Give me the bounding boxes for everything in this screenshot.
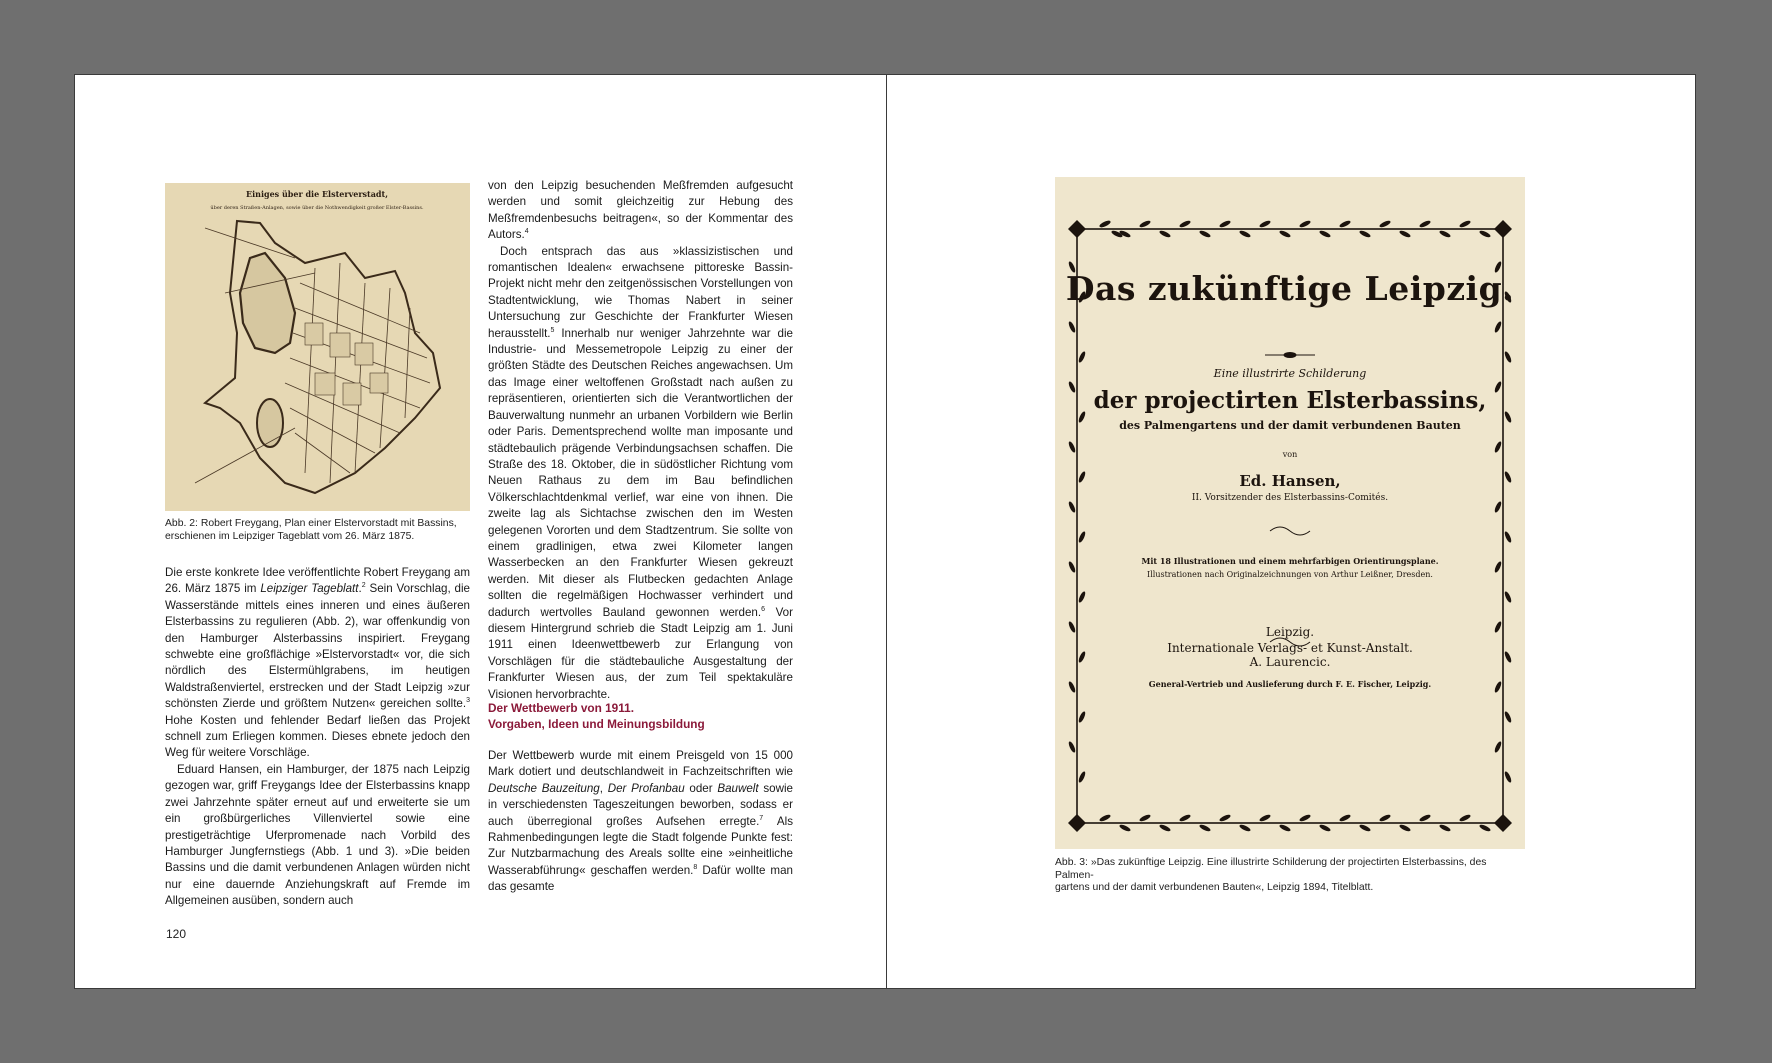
title-subtitle-1: Eine illustrirte Schilderung xyxy=(1213,367,1367,380)
left-page xyxy=(75,75,886,988)
text-run: oder xyxy=(684,781,718,795)
text-column-2 xyxy=(488,178,793,703)
footnote-marker: 8 xyxy=(693,863,698,871)
section-heading xyxy=(488,700,793,733)
map-header-line2: über deren Straßen-Anlagen, sowie über die Nothwendigkeit großer Elster-Bassins. xyxy=(210,205,424,211)
title-von: von xyxy=(1282,450,1298,459)
footnote-marker: 2 xyxy=(361,582,366,590)
text-run: Die erste konkrete Idee veröffentlichte Robert Freygang am 26. März 1875 im xyxy=(165,566,470,596)
footnote-marker: 7 xyxy=(759,814,764,822)
text-run: von den Leipzig besuchenden Meßfremden aufgesucht werden und somit gleichzeitig zur Hebung des Meßfremdenbesuchs beitragen«, so der Kommentar des Autors. xyxy=(488,179,793,242)
page-number: 120 xyxy=(166,927,187,941)
text-run: Dafür wollte man das gesamte xyxy=(488,863,793,894)
italic-title: Deutsche Bauzeitung xyxy=(488,781,600,795)
paragraph xyxy=(488,748,793,896)
figure-2-caption xyxy=(165,518,485,543)
text-run: sowie in verschiedensten Tageszeitungen beworben, sodass er auch überregional großes Aufsehen erregte. xyxy=(488,781,793,828)
title-author: Ed. Hansen, xyxy=(1239,472,1341,490)
title-illustrations-line1: Mit 18 Illustrationen und einem mehrfarbigen Orientirungsplane. xyxy=(1141,556,1439,566)
title-subtitle-2: der projectirten Elsterbassins, xyxy=(1093,387,1487,414)
italic-title: Bauwelt xyxy=(717,781,759,795)
title-distribution: General-Vertrieb und Auslieferung durch F. E. Fischer, Leipzig. xyxy=(1148,679,1432,689)
footnote-marker: 4 xyxy=(524,228,529,236)
footnote-marker: 5 xyxy=(550,326,555,334)
footnote-marker: 6 xyxy=(761,605,765,613)
title-publisher-1: Internationale Verlags- et Kunst-Anstalt. xyxy=(1167,641,1413,655)
title-author-role: II. Vorsitzender des Elsterbassins-Comités. xyxy=(1191,493,1389,503)
footnote-marker: 3 xyxy=(466,697,470,705)
book-spread xyxy=(74,74,1696,989)
text-run: , xyxy=(599,781,608,795)
map-header-line1: Einiges über die Elsterverstadt, xyxy=(245,189,389,199)
paragraph xyxy=(488,178,793,244)
text-run: Vor diesem Hintergrund schrieb die Stadt Leipzig am 1. Juni 1911 einen Ideenwettbewerb zur Erlangung von Vorschlägen für die städtebauliche Ausgestaltung der Frankfurter Wiesen aus, der zum Teil spektakuläre Visionen hervorbrachte. xyxy=(488,605,793,701)
paragraph: Die erste konkrete Idee veröffentlichte Robert Freygang am 26. März 1875 im Leipziger Tageblatt.$^2$ Sein Vorschlag, die Wasserstände mittels eines inneren und eines äußeren Elsterbassins zu regulieren (Abb. 2), war offenkundig von den Hamburger Alsterbassins inspiriert. Freygang schwebte eine großflächige »Elstervorstadt« vor, die sich nördlich des Elstermühlgrabens, im heutigen Waldstraßenviertel, erstrecken und der Stadt Leipzig »zur schönsten Zierde und größtem Nutzen« gereichen sollte.$^3$ Hohe Kosten und fehlender Bedarf ließen das Projekt schnell zum Erliegen kommen. Dieses ebnete jedoch den Weg für weitere Vorschläge. xyxy=(165,566,471,760)
italic-title: Der Profanbau xyxy=(607,781,685,795)
text-run: Sein Vorschlag, die Wasserstände mittels eines inneren und eines äußeren Elsterbassins zu regulieren (Abb. 2), war offenkundig von den Hamburger Alsterbassins inspiriert. Freygang schwebte eine großflächige »Elstervorstadt« vor, die sich nördlich des Elstermühlgrabens, im heutigen Waldstraßenviertel, erstrecken und der Stadt Leipzig »zur schönsten Zierde und größtem Nutzen« gereichen sollte. xyxy=(165,582,471,711)
figure-2-caption-line1: Abb. 2: Robert Freygang, Plan einer Elstervorstadt mit Bassins, xyxy=(165,518,457,529)
figure-3-caption xyxy=(1055,857,1525,895)
right-page xyxy=(887,75,1697,988)
text-run: Als Rahmenbedingungen legte die Stadt folgende Punkte fest: Zur Nutzbarmachung des Areals sollte eine »einheitliche Wasserabführung« geschaffen werden. xyxy=(488,814,793,877)
paragraph xyxy=(488,244,793,703)
figure-title-page xyxy=(1055,177,1525,849)
text-run: Der Wettbewerb wurde mit einem Preisgeld von 15 000 Mark dotiert und deutschlandweit in Fachzeitschriften wie xyxy=(488,749,793,779)
section-heading-line1: Der Wettbewerb von 1911. xyxy=(488,701,634,715)
map-illustration xyxy=(165,183,470,511)
title-illustrations-line2: Illustrationen nach Originalzeichnungen von Arthur Leißner, Dresden. xyxy=(1147,570,1433,579)
text-column-2-lower xyxy=(488,748,793,896)
section-heading-line2: Vorgaben, Ideen und Meinungsbildung xyxy=(488,717,705,732)
figure-3-caption-line2: gartens und der damit verbundenen Bauten«, Leipzig 1894, Titelblatt. xyxy=(1055,882,1374,893)
italic-title: Leipziger Tageblatt xyxy=(260,582,359,596)
text-run: Innerhalb nur weniger Jahrzehnte war die Industrie- und Messemetropole Leipzig zu einer der größten Städte des Deutschen Reiches angewachsen. Um das Image einer weltoffenen Großstadt nach außen zu repräsentieren, orientierten sich die Verantwortlichen der Bauverwaltung nunmehr an urbanen Vorbildern wie Berlin oder Paris. Dementsprechend wollte man imposante und städtebaulich prägende Verbindungsachsen schaffen. Die Straße des 18. Oktober, die in südöstlicher Richtung vom Neuen Rathaus zu dem im Bau befindlichen Völkerschlachtdenkmal verlief, war eine von ihnen. Die zweite lag als Sichtachse zwischen den im Westen gelegenen Vororten und dem Stadtzentrum. Sie sollte von einem gradlinigen, etwa zwei Kilometer langen Wasserbecken an den Frankfurter Wiesen gekreuzt werden. Mit dieser als Flutbecken gedachten Anlage sollten die regelmäßigen Hochwasser verhindert und dadurch wertvolles Bauland gewonnen werden. xyxy=(488,326,793,619)
figure-3-caption-line1: Abb. 3: »Das zukünftige Leipzig. Eine illustrirte Schilderung der projectirten Elsterbassins, des Palmen- xyxy=(1055,857,1487,881)
figure-2-caption-line2: erschienen im Leipziger Tageblatt vom 26. März 1875. xyxy=(165,530,415,542)
text-run: Hohe Kosten und fehlender Bedarf ließen das Projekt schnell zum Erliegen kommen. Dieses ebnete jedoch den Weg für weitere Vorschläge. xyxy=(165,713,470,760)
text-column-1 xyxy=(165,565,470,910)
title-subtitle-3: des Palmengartens und der damit verbundenen Bauten xyxy=(1119,419,1461,432)
text-run: Doch entsprach das aus »klassizistischen und romantischen Idealen« erwachsene pittoreske Bassin-Projekt nicht mehr den zeitgenössischen Vorstellungen von Stadtentwicklung, wie Thomas Nabert in seiner Untersuchung zur Geschichte der Frankfurter Wiesen herausstellt. xyxy=(488,244,793,340)
title-place: Leipzig. xyxy=(1265,625,1315,639)
title-main: Das zukünftige Leipzig. xyxy=(1065,269,1515,308)
figure-map xyxy=(165,183,470,511)
title-publisher-2: A. Laurencic. xyxy=(1249,655,1331,669)
paragraph: Eduard Hansen, ein Hamburger, der 1875 nach Leipzig gezogen war, griff Freygangs Idee der Elsterbassins knapp zwei Jahrzehnte später erneut auf und erweiterte sie um ein großbürgerliches Villenviertel sowie eine prestigeträchtige Uferpromenade nach Vorbild des Hamburger Jungfernstiegs (Abb. 1 und 3). »Die beiden Bassins und die damit verbundenen Anlagen würden nicht nur eine dauernde Anziehungskraft auf Fremde im Allgemeinen ausüben, sondern auch xyxy=(165,762,470,908)
